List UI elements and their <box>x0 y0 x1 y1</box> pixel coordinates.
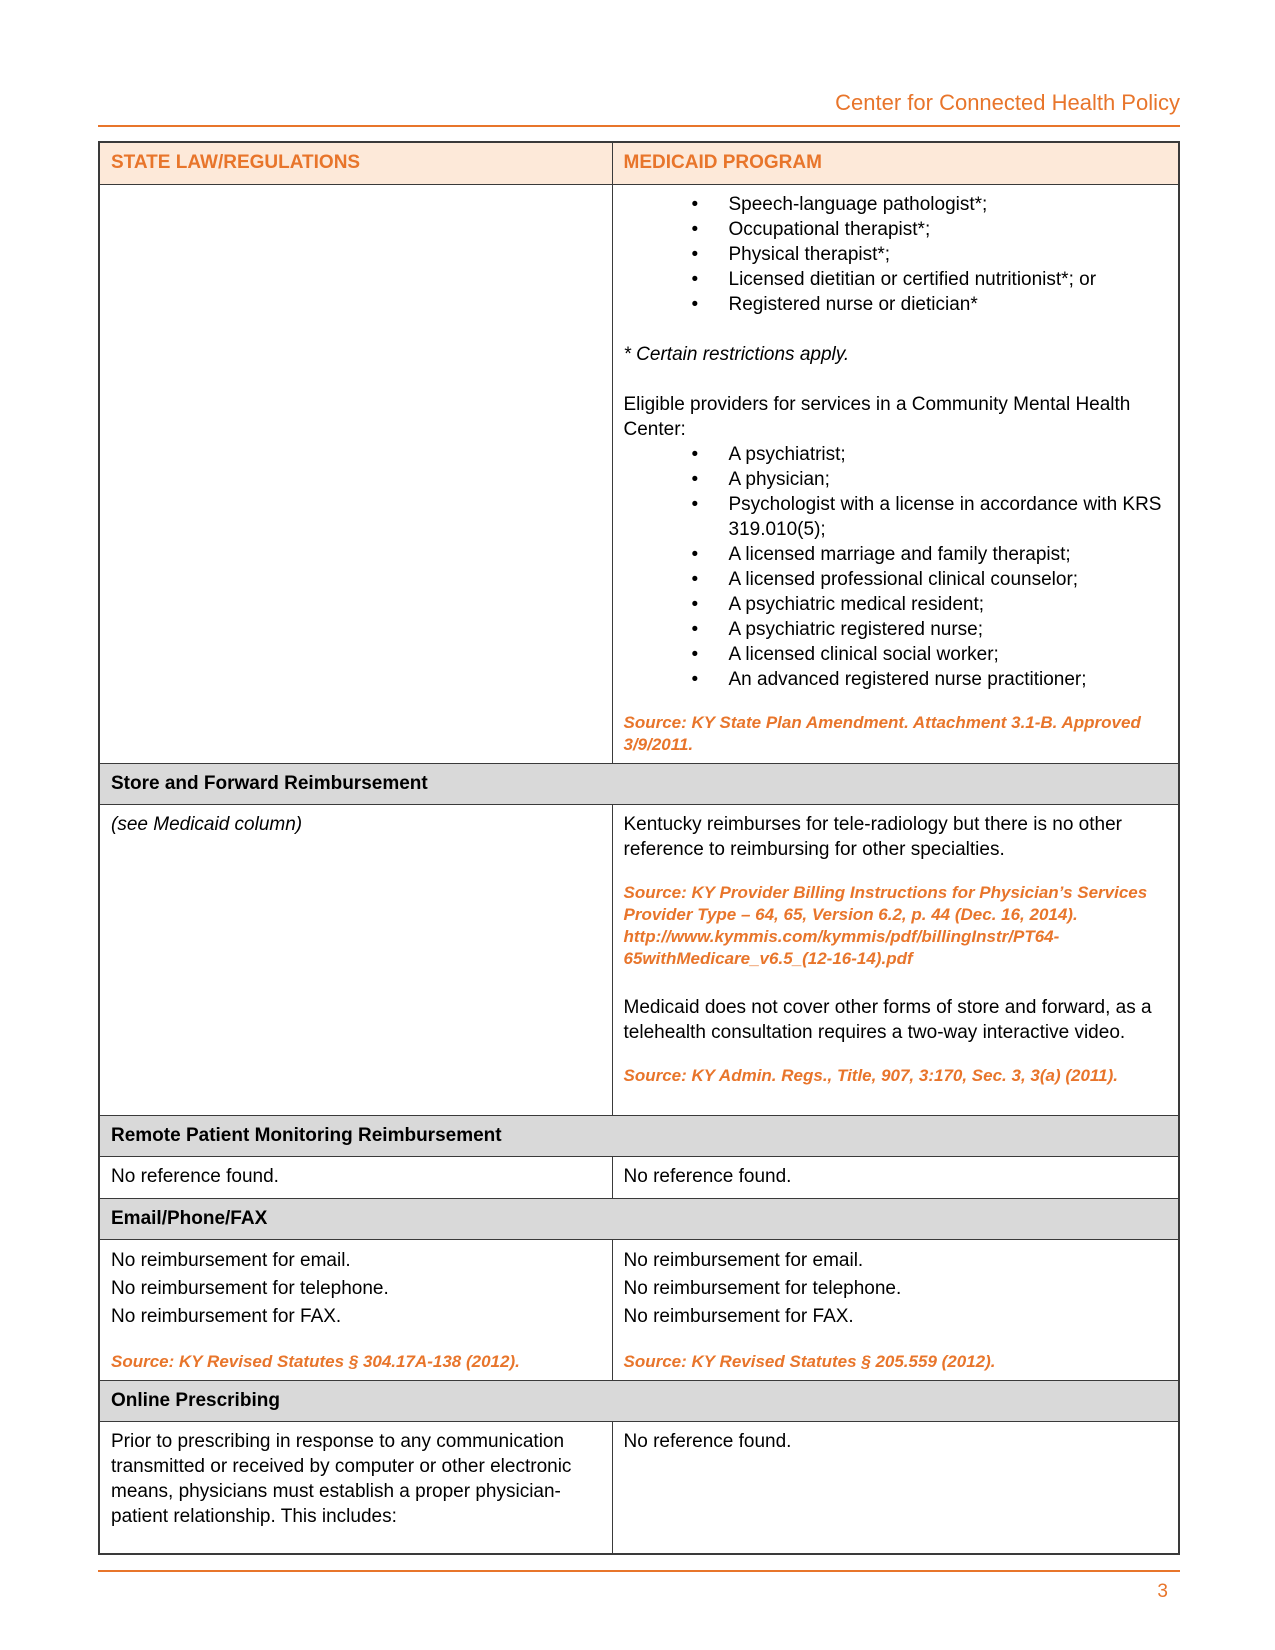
text-line: No reimbursement for telephone. <box>623 1277 902 1299</box>
store-forward-coverage-text: Medicaid does not cover other forms of store and forward, as a telehealth consultation requires a two-way interactive video. <box>623 996 1152 1043</box>
column-header-state-law: STATE LAW/REGULATIONS <box>99 142 612 184</box>
table-header-row <box>99 142 1179 184</box>
cell-providers-state-law <box>99 184 612 763</box>
row-remote-patient-monitoring <box>99 1156 1179 1198</box>
row-online-prescribing <box>99 1421 1179 1554</box>
source-citation-billing-instructions: Source: KY Provider Billing Instructions for Physician’s Services Provider Type – 64, 65, Version 6.2, p. 44 (Dec. 16, 2014). http://www.kymmis.com/kymmis/pdf/billingInstr/PT64-65withMedicare_v6.5_(12-16-14).pdf <box>623 882 1148 968</box>
page-number: 3 <box>1157 1581 1168 1602</box>
cmhc-provider-list <box>624 442 1168 692</box>
cell-rpm-medicaid: No reference found. <box>612 1156 1179 1198</box>
list-item: • Speech-language pathologist*; <box>624 192 1168 217</box>
page-content <box>98 0 1180 1555</box>
list-item: • A licensed marriage and family therapist; <box>624 542 1168 567</box>
column-header-medicaid: MEDICAID PROGRAM <box>612 142 1179 184</box>
source-citation-statutes-304: Source: KY Revised Statutes § 304.17A-138 (2012). <box>111 1351 520 1371</box>
list-item: • Psychologist with a license in accordance with KRS 319.010(5); <box>624 492 1168 542</box>
section-header-store-forward: Store and Forward Reimbursement <box>99 763 1179 804</box>
list-item: • A psychiatric registered nurse; <box>624 617 1168 642</box>
list-item: • Registered nurse or dietician* <box>624 292 1168 317</box>
cell-store-forward-medicaid <box>612 804 1179 1115</box>
list-item: • A physician; <box>624 467 1168 492</box>
cell-online-prescribing-state-law: Prior to prescribing in response to any communication transmitted or received by computer or other electronic means, physicians must establish a proper physician-patient relationship. This includes: <box>99 1421 612 1554</box>
cmhc-intro-text: Eligible providers for services in a Community Mental Health Center: <box>623 393 1131 440</box>
list-item: • Licensed dietitian or certified nutritionist*; or <box>624 267 1168 292</box>
list-item: • Physical therapist*; <box>624 242 1168 267</box>
policy-comparison-table <box>98 141 1180 1555</box>
text-line: No reimbursement for FAX. <box>623 1305 854 1327</box>
source-citation-state-plan: Source: KY State Plan Amendment. Attachment 3.1-B. Approved 3/9/2011. <box>623 712 1141 754</box>
cell-providers-medicaid <box>612 184 1179 763</box>
text-line: No reimbursement for FAX. <box>111 1305 342 1327</box>
eligible-provider-list <box>624 192 1168 317</box>
section-row-online-prescribing <box>99 1380 1179 1421</box>
email-medicaid-lines <box>624 1247 1168 1331</box>
cell-email-state-law <box>99 1239 612 1380</box>
list-item: • An advanced registered nurse practitioner; <box>624 667 1168 692</box>
list-item: • A licensed clinical social worker; <box>624 642 1168 667</box>
row-eligible-providers <box>99 184 1179 763</box>
section-header-email-phone-fax: Email/Phone/FAX <box>99 1198 1179 1239</box>
cell-email-medicaid <box>612 1239 1179 1380</box>
text-line: No reimbursement for email. <box>111 1249 351 1271</box>
see-medicaid-note: (see Medicaid column) <box>111 813 303 835</box>
cell-rpm-state-law: No reference found. <box>99 1156 612 1198</box>
source-citation-statutes-205: Source: KY Revised Statutes § 205.559 (2012). <box>623 1351 996 1371</box>
restriction-note: * Certain restrictions apply. <box>623 343 850 365</box>
section-header-remote-patient-monitoring: Remote Patient Monitoring Reimbursement <box>99 1115 1179 1156</box>
list-item: • A licensed professional clinical counselor; <box>624 567 1168 592</box>
section-header-online-prescribing: Online Prescribing <box>99 1380 1179 1421</box>
text-line: No reimbursement for telephone. <box>111 1277 389 1299</box>
email-state-law-lines <box>111 1247 601 1331</box>
cell-store-forward-state-law <box>99 804 612 1115</box>
row-email-phone-fax <box>99 1239 1179 1380</box>
text-line: No reimbursement for email. <box>623 1249 864 1271</box>
teleradiology-text: Kentucky reimburses for tele-radiology but there is no other reference to reimbursing for other specialties. <box>623 813 1122 860</box>
doc-header <box>98 90 1180 127</box>
list-item: • A psychiatric medical resident; <box>624 592 1168 617</box>
page-footer <box>98 1570 1180 1603</box>
row-store-forward <box>99 804 1179 1115</box>
list-item: • A psychiatrist; <box>624 442 1168 467</box>
source-citation-admin-regs: Source: KY Admin. Regs., Title, 907, 3:170, Sec. 3, 3(a) (2011). <box>623 1065 1118 1085</box>
section-row-remote-patient-monitoring <box>99 1115 1179 1156</box>
section-row-email-phone-fax <box>99 1198 1179 1239</box>
list-item: • Occupational therapist*; <box>624 217 1168 242</box>
doc-header-title: Center for Connected Health Policy <box>835 90 1180 115</box>
section-row-store-forward <box>99 763 1179 804</box>
cell-online-prescribing-medicaid: No reference found. <box>612 1421 1179 1554</box>
